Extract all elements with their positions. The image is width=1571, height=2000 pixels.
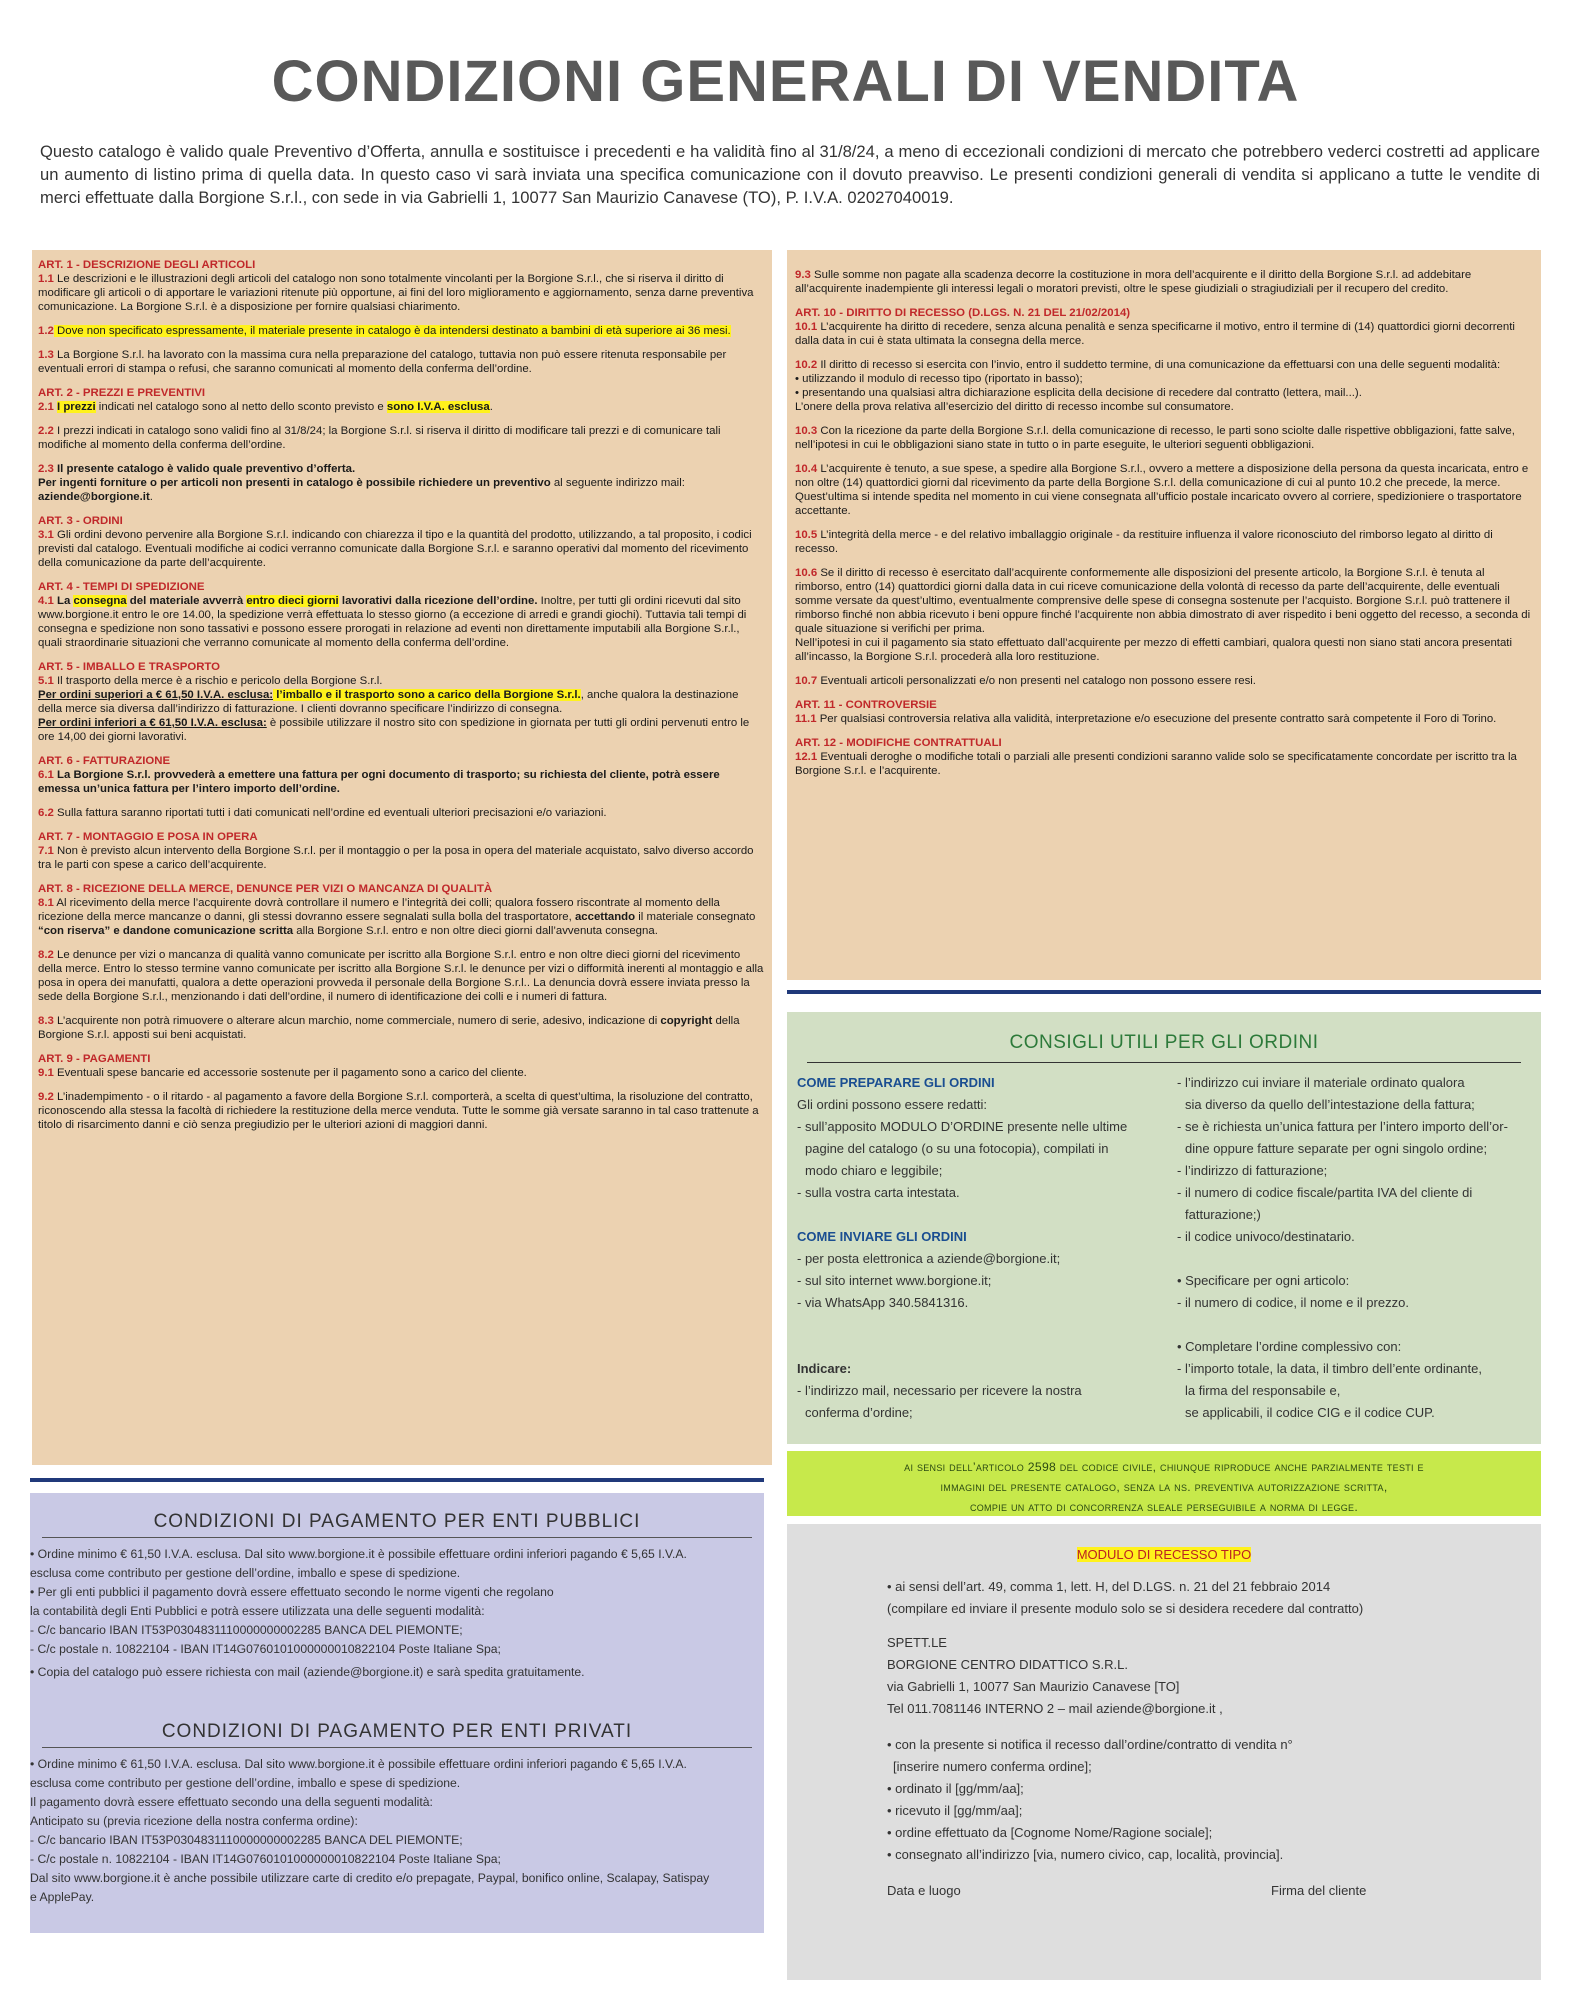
tips-line: • Completare l’ordine complessivo con: xyxy=(1177,1339,1402,1354)
art2-heading: ART. 2 - PREZZI E PREVENTIVI xyxy=(38,387,206,399)
notice-line: immagini del presente catalogo, senza la ns. preventiva autorizzazione scritta, xyxy=(940,1480,1388,1494)
tips-line: - l’indirizzo cui inviare il materiale ordinato qualora xyxy=(1177,1075,1465,1090)
payment-line: Anticipato su (previa ricezione della nostra conferma ordine): xyxy=(30,1814,358,1828)
tips-line: fatturazione;) xyxy=(1185,1207,1261,1222)
tips-line: conferma d’ordine; xyxy=(805,1405,913,1420)
payment-line: - C/c bancario IBAN IT53P0304831110000000002285 BANCA DEL PIEMONTE; xyxy=(30,1623,463,1637)
tips-line: - il numero di codice fiscale/partita IVA del cliente di xyxy=(1177,1185,1473,1200)
form-line: • consegnato all’indirizzo [via, numero civico, cap, località, provincia]. xyxy=(887,1847,1284,1862)
art9-2: 9.2 L’inadempimento - o il ritardo - al pagamento a favore della Borgione S.r.l. comporterà, a scelta di quest’ultima, la risoluzione del contratto, riconoscendo alla stessa la facoltà di richiedere la restituzione della merce venduta. Tutte le somme già versate saranno in tal caso trattenute a titolo di risarcimento danni e ciò senza pregiudizio per le ulteriori azioni di maggiori danni. xyxy=(38,1091,759,1131)
art8-3: 8.3 L’acquirente non potrà rimuovere o alterare alcun marchio, nome commerciale, numero di serie, adesivo, indicazione di copyright della Borgione S.r.l. apposti sui beni acquistati. xyxy=(38,1015,740,1041)
payment-line: - C/c postale n. 10822104 - IBAN IT14G0760101000000010822104 Poste Italiane Spa; xyxy=(30,1642,501,1656)
art2-2: 2.2 I prezzi indicati in catalogo sono validi fino al 31/8/24; la Borgione S.r.l. si riserva il diritto di modificare tali prezzi e di comunicare tali modifiche al momento della conferma dell’ordine. xyxy=(38,425,721,451)
tips-line: - per posta elettronica a aziende@borgione.it; xyxy=(797,1251,1061,1266)
payment-line: e ApplePay. xyxy=(30,1890,95,1904)
intro-paragraph: Questo catalogo è valido quale Preventivo d’Offerta, annulla e sostituisce i precedenti e ha validità fino al 31/8/24, a meno di eccezionali condizioni di mercato che potrebbero vederci costretti ad applicare un aumento di listino prima di quella data. In questo caso vi sarà inviata una specifica comunicazione con il dovuto preavviso. Le presenti condizioni generali di vendita si applicano a tutte le vendite di merci effettuate dalla Borgione S.r.l., con sede in via Gabrielli 1, 10077 San Maurizio Canavese (TO), P. I.V.A. 02027040019. xyxy=(40,142,1540,207)
signature-label: Firma del cliente xyxy=(1271,1883,1367,1898)
tips-left-list xyxy=(797,1072,1167,1424)
withdrawal-form-title-wrap xyxy=(787,1546,1541,1564)
form-line: • ordinato il [gg/mm/aa]; xyxy=(887,1781,1024,1796)
art12-1: 12.1 Eventuali deroghe o modifiche totali o parziali alle presenti condizioni saranno valide solo se specificatamente concordate per iscritto tra la Borgione S.r.l. e l’acquirente. xyxy=(795,751,1517,777)
form-line: Tel 011.7081146 INTERNO 2 – mail aziende@borgione.it , xyxy=(887,1701,1223,1716)
conditions-left-column xyxy=(32,250,772,1465)
withdrawal-form-box xyxy=(787,1524,1541,1980)
date-place-label: Data e luogo xyxy=(887,1883,961,1898)
art10-1: 10.1 L’acquirente ha diritto di recedere, senza alcuna penalità e senza specificarne il motivo, entro il termine di (14) quattordici giorni decorrenti dalla data in cui è stata ultimata la consegna della merce. xyxy=(795,321,1515,347)
tips-line: - via WhatsApp 340.5841316. xyxy=(797,1295,969,1310)
withdrawal-form-text xyxy=(887,1576,1527,1902)
tips-line: - il codice univoco/destinatario. xyxy=(1177,1229,1355,1244)
art7-heading: ART. 7 - MONTAGGIO E POSA IN OPERA xyxy=(38,831,258,843)
notice-line: ai sensi dell’articolo 2598 del codice civile, chiunque riproduce anche parzialmente testi e xyxy=(904,1460,1424,1474)
payment-line: Dal sito www.borgione.it è anche possibile utilizzare carte di credito e/o prepagate, Paypal, bonifico online, Scalapay, Satispay xyxy=(30,1871,710,1885)
art10-2: 10.2 Il diritto di recesso si esercita con l’invio, entro il suddetto termine, di una comunicazione da effettuarsi con una delle seguenti modalità: • utilizzando il modulo di recesso tipo (riportato in basso); • presentando una qualsiasi altra dichiarazione esplicita della decisione di recedere dal contratto (lettera, mail...). L’onere della prova relativa all’esercizio del diritto di recesso incombe sul consumatore. xyxy=(795,359,1501,413)
public-payment-text xyxy=(30,1545,764,1682)
payment-line: • Ordine minimo € 61,50 I.V.A. esclusa. Dal sito www.borgione.it è possibile effettuare ordini inferiori pagando € 5,65 I.V.A. xyxy=(30,1547,687,1561)
art10-3: 10.3 Con la ricezione da parte della Borgione S.r.l. della comunicazione di recesso, le parti sono sciolte dalle rispettive obbligazioni, fatte salve, nell’ipotesi in cui le obbligazioni siano state in tutto o in parte eseguite, le ulteriori seguenti obbligazioni. xyxy=(795,425,1515,451)
tips-line: Gli ordini possono essere redatti: xyxy=(797,1097,988,1112)
payment-line: esclusa come contributo per gestione dell’ordine, imballo e spese di spedizione. xyxy=(30,1566,461,1580)
payment-line: la contabilità degli Enti Pubblici e potrà essere utilizzata una delle seguenti modalità: xyxy=(30,1604,485,1618)
tips-line: pagine del catalogo (o su una fotocopia), compilati in xyxy=(805,1141,1109,1156)
art1-2: 1.2 Dove non specificato espressamente, il materiale presente in catalogo è da intendersi destinato a bambini di età superiore ai 36 mesi. xyxy=(38,325,731,337)
art6-heading: ART. 6 - FATTURAZIONE xyxy=(38,755,171,767)
art5-1: 5.1 Il trasporto della merce è a rischio e pericolo della Borgione S.r.l. Per ordini superiori a € 61,50 I.V.A. esclusa: l’imballo e il trasporto sono a carico della Borgione S.r.l., anche qualora la destinazione della merce sia diversa dall’indirizzo di fatturazione. I clienti dovranno specificare l’indirizzo di consegna. Per ordini inferiori a € 61,50 I.V.A. esclusa: è possibile utilizzare il nostro sito con spedizione in giornata per tutti gli ordini pervenuti entro le ore 14,00 dei giorni lavorativi. xyxy=(38,675,750,743)
tips-line: modo chiaro e leggibile; xyxy=(805,1163,943,1178)
tips-heading-prepare: COME PREPARARE GLI ORDINI xyxy=(797,1075,995,1090)
form-line: BORGIONE CENTRO DIDATTICO S.R.L. xyxy=(887,1657,1129,1672)
tips-right-list xyxy=(1177,1072,1537,1424)
public-payment-title: CONDIZIONI DI PAGAMENTO PER ENTI PUBBLICI xyxy=(153,1511,641,1532)
art3-1: 3.1 Gli ordini devono pervenire alla Borgione S.r.l. indicando con chiarezza il tipo e la quantità del prodotto, utilizzando, a tal proposito, i codici previsti dal catalogo. Eventuali modifiche ai codici verranno comunicate dalla Borgione S.r.l. e saranno operativi dal momento del ricevimento della comunicazione da parte dell’acquirente. xyxy=(38,529,752,569)
art10-5: 10.5 L’integrità della merce - e del relativo imballaggio originale - da restituire influenza il valore riconosciuto del rimborso legato al diritto di recesso. xyxy=(795,529,1493,555)
art9-heading: ART. 9 - PAGAMENTI xyxy=(38,1053,151,1065)
tips-line: - l’importo totale, la data, il timbro dell’ente ordinante, xyxy=(1177,1361,1482,1376)
form-line: [inserire numero conferma ordine]; xyxy=(893,1759,1092,1774)
art10-4: 10.4 L’acquirente è tenuto, a sue spese, a spedire alla Borgione S.r.l., ovvero a mettere a disposizione della persona da questa incaricata, entro e non oltre (14) quattordici giorni dal ricevimento da parte della Borgione S.r.l. della comunicazione di cui al punto 10.2 che precede, la merce. Quest’ultima si intende spedita nel momento in cui viene consegnata all’ufficio postale incaricato ovvero al corriere, spedizioniere o trasportatore accettante. xyxy=(795,463,1529,517)
art8-2: 8.2 Le denunce per vizi o mancanza di qualità vanno comunicate per iscritto alla Borgione S.r.l. entro e non oltre dieci giorni del ricevimento della merce. Entro lo stesso termine vanno comunicate per iscritto alla Borgione S.r.l. le denunce per vizi o difformità inerenti al montaggio e alla posa in opera dei manufatti, qualora a dette operazioni provveda il personale della Borgione S.r.l.. La denuncia dovrà essere inviata presso la sede della Borgione S.r.l., menzionando i dati dell’ordine, il numero di identificazione dei colli e i numeri di fattura. xyxy=(38,949,764,1003)
tips-line: la firma del responsabile e, xyxy=(1185,1383,1341,1398)
art10-6: 10.6 Se il diritto di recesso è esercitato dall’acquirente conformemente alle disposizioni del presente articolo, la Borgione S.r.l. è tenuta al rimborso, entro (14) quattordici giorni dalla data in cui riceve comunicazione della volontà di recesso da parte dell’acquirente, delle eventuali somme versate da quest’ultimo, eventualmente comprensive delle spese di consegna sostenute per l’acquisto. Borgione S.r.l. può trattenere il rimborso finché non abbia ricevuto i beni oppure finché l’acquirente non abbia dimostrato di aver rispedito i beni oggetto del recesso, a seconda di quale situazione si verifichi per prima. Nell’ipotesi in cui il pagamento sia stato effettuato dall’acquirente per mezzo di effetti cambiari, qualora questi non siano stati ancora presentati all’incasso, la Borgione S.r.l. procederà alla loro restituzione. xyxy=(795,567,1531,663)
tips-line: • Specificare per ogni articolo: xyxy=(1177,1273,1350,1288)
tips-line: dine oppure fatture separate per ogni singolo ordine; xyxy=(1185,1141,1488,1156)
tips-line: - se è richiesta un’unica fattura per l’intero importo dell’or- xyxy=(1177,1119,1508,1134)
art9-1: 9.1 Eventuali spese bancarie ed accessorie sostenute per il pagamento sono a carico del cliente. xyxy=(38,1067,527,1079)
art6-2: 6.2 Sulla fattura saranno riportati tutti i dati comunicati nell’ordine ed eventuali ulteriori precisazioni e/o variazioni. xyxy=(38,807,607,819)
notice-line: compie un atto di concorrenza sleale perseguibile a norma di legge. xyxy=(969,1500,1359,1514)
form-line: via Gabrielli 1, 10077 San Maurizio Canavese [TO] xyxy=(887,1679,1180,1694)
form-line: • ai sensi dell’art. 49, comma 1, lett. H, del D.LGS. n. 21 del 21 febbraio 2014 xyxy=(887,1579,1331,1594)
tips-line: - il numero di codice, il nome e il prezzo. xyxy=(1177,1295,1409,1310)
payment-line: • Copia del catalogo può essere richiesta con mail (aziende@borgione.it) e sarà spedita gratuitamente. xyxy=(30,1665,585,1679)
art11-1: 11.1 Per qualsiasi controversia relativa alla validità, interpretazione e/o esecuzione del presente contratto sarà competente il Foro di Torino. xyxy=(795,713,1497,725)
tips-line: - l’indirizzo di fatturazione; xyxy=(1177,1163,1328,1178)
tips-line: - sulla vostra carta intestata. xyxy=(797,1185,960,1200)
tips-line: - l’indirizzo mail, necessario per ricevere la nostra xyxy=(797,1383,1082,1398)
tips-title: CONSIGLI UTILI PER GLI ORDINI xyxy=(1009,1032,1319,1053)
art5-heading: ART. 5 - IMBALLO E TRASPORTO xyxy=(38,661,221,673)
payment-line: Il pagamento dovrà essere effettuato secondo una della seguenti modalità: xyxy=(30,1795,433,1809)
art12-heading: ART. 12 - MODIFICHE CONTRATTUALI xyxy=(795,737,1002,749)
art6-1: 6.1 La Borgione S.r.l. provvederà a emettere una fattura per ogni documento di trasporto; su richiesta del cliente, potrà essere emessa un’unica fattura per l’intero importo dell’ordine. xyxy=(38,769,720,795)
public-title-underline xyxy=(42,1537,752,1538)
withdrawal-form-title: MODULO DI RECESSO TIPO xyxy=(1076,1547,1252,1562)
art2-3: 2.3 Il presente catalogo è valido quale preventivo d’offerta. Per ingenti forniture o per articoli non presenti in catalogo è possibile richiedere un preventivo al seguente indirizzo mail: aziende@borgione.it. xyxy=(38,463,685,503)
divider-left xyxy=(30,1478,764,1482)
art11-heading: ART. 11 - CONTROVERSIE xyxy=(795,699,937,711)
tips-line: se applicabili, il codice CIG e il codice CUP. xyxy=(1185,1405,1435,1420)
art1-3: 1.3 La Borgione S.r.l. ha lavorato con la massima cura nella preparazione del catalogo, tuttavia non può essere ritenuta responsabile per eventuali errori di stampa o refusi, che saranno comunicati al momento della conferma dell’ordine. xyxy=(38,349,727,375)
form-line: SPETT.LE xyxy=(887,1635,947,1650)
art9-3: 9.3 Sulle somme non pagate alla scadenza decorre la costituzione in mora dell’acquirente e il diritto della Borgione S.r.l. ad addebitare all’acquirente inadempiente gli interessi legali o moratori previsti, oltre le spese giudiziali o stragiudiziali per il recupero del credito. xyxy=(795,269,1472,295)
form-line: • ordine effettuato da [Cognome Nome/Ragione sociale]; xyxy=(887,1825,1213,1840)
form-line: • ricevuto il [gg/mm/aa]; xyxy=(887,1803,1023,1818)
art2-1: 2.1 I prezzi indicati nel catalogo sono al netto dello sconto previsto e sono I.V.A. esclusa. xyxy=(38,401,493,413)
tips-box xyxy=(787,1012,1541,1444)
payment-line: • Per gli enti pubblici il pagamento dovrà essere effettuato secondo le norme vigenti che regolano xyxy=(30,1585,554,1599)
art10-heading: ART. 10 - DIRITTO DI RECESSO (D.LGS. N. 21 DEL 21/02/2014) xyxy=(795,307,1131,319)
form-line: • con la presente si notifica il recesso dall’ordine/contratto di vendita n° xyxy=(887,1737,1293,1752)
payment-line: - C/c bancario IBAN IT53P0304831110000000002285 BANCA DEL PIEMONTE; xyxy=(30,1833,463,1847)
form-line: (compilare ed inviare il presente modulo solo se si desidera recedere dal contratto) xyxy=(887,1601,1364,1616)
tips-line: - sul sito internet www.borgione.it; xyxy=(797,1273,992,1288)
page-title: CONDIZIONI GENERALI DI VENDITA xyxy=(271,49,1300,114)
art4-1: 4.1 La consegna del materiale avverrà entro dieci giorni lavorativi dalla ricezione dell’ordine. Inoltre, per tutti gli ordini ricevuti dal sito www.borgione.it entro le ore 14.00, la spedizione verrà effettuata lo stesso giorno (a eccezione di arredi e grandi giochi). Tuttavia tali tempi di consegna e spedizione non sono tassativi e possono essere prorogati in relazione ad eventi non direttamente imputabili alla Borgione S.r.l., quali straordinarie situazioni che verranno comunicate al momento della conferma dell’ordine. xyxy=(38,595,747,649)
divider-right xyxy=(787,990,1541,994)
art4-heading: ART. 4 - TEMPI DI SPEDIZIONE xyxy=(38,581,205,593)
tips-line: - sull’apposito MODULO D’ORDINE presente nelle ultime xyxy=(797,1119,1128,1134)
private-payment-text xyxy=(30,1755,764,1907)
payment-line: esclusa come contributo per gestione dell’ordine, imballo e spese di spedizione. xyxy=(30,1776,461,1790)
payment-conditions-box xyxy=(30,1493,764,1933)
copyright-notice xyxy=(787,1451,1541,1516)
art7-1: 7.1 Non è previsto alcun intervento della Borgione S.r.l. per il montaggio o per la posa in opera del materiale acquistato, salvo diverso accordo tra le parti con spese a carico dell’acquirente. xyxy=(38,845,754,871)
art10-7: 10.7 Eventuali articoli personalizzati e/o non presenti nel catalogo non possono essere resi. xyxy=(795,675,1256,687)
art8-heading: ART. 8 - RICEZIONE DELLA MERCE, DENUNCE PER VIZI O MANCANZA DI QUALITÀ xyxy=(38,883,493,895)
art8-1: 8.1 Al ricevimento della merce l’acquirente dovrà controllare il numero e l’integrità dei colli; qualora fossero riscontrate al momento della ricezione della merce mancanze o danni, gli stessi dovranno essere segnalati sulla bolla del trasportatore, accettando il materiale consegnato “con riserva” e dandone comunicazione scritta alla Borgione S.r.l. entro e non oltre dieci giorni dall’avvenuta consegna. xyxy=(38,897,756,937)
tips-line: sia diverso da quello dell’intestazione della fattura; xyxy=(1185,1097,1475,1112)
art3-heading: ART. 3 - ORDINI xyxy=(38,515,123,527)
tips-title-underline xyxy=(807,1062,1521,1063)
conditions-right-column xyxy=(787,250,1541,980)
tips-heading-send: COME INVIARE GLI ORDINI xyxy=(797,1229,967,1244)
private-payment-title: CONDIZIONI DI PAGAMENTO PER ENTI PRIVATI xyxy=(161,1721,633,1742)
art1-1: 1.1 Le descrizioni e le illustrazioni degli articoli del catalogo non sono totalmente vincolanti per la Borgione S.r.l., che si riserva il diritto di modificare gli articoli o di apportare le variazioni ritenute più opportune, ai fini del loro miglioramento e aggiornamento, senza darne preventiva comunicazione. La Borgione S.r.l. è a disposizione per fornire qualsiasi chiarimento. xyxy=(38,273,754,313)
payment-line: - C/c postale n. 10822104 - IBAN IT14G0760101000000010822104 Poste Italiane Spa; xyxy=(30,1852,501,1866)
art1-heading: ART. 1 - DESCRIZIONE DEGLI ARTICOLI xyxy=(38,259,256,271)
tips-heading-indicare: Indicare: xyxy=(797,1361,852,1376)
payment-line: • Ordine minimo € 61,50 I.V.A. esclusa. Dal sito www.borgione.it è possibile effettuare ordini inferiori pagando € 5,65 I.V.A. xyxy=(30,1757,687,1771)
private-title-underline xyxy=(42,1747,752,1748)
